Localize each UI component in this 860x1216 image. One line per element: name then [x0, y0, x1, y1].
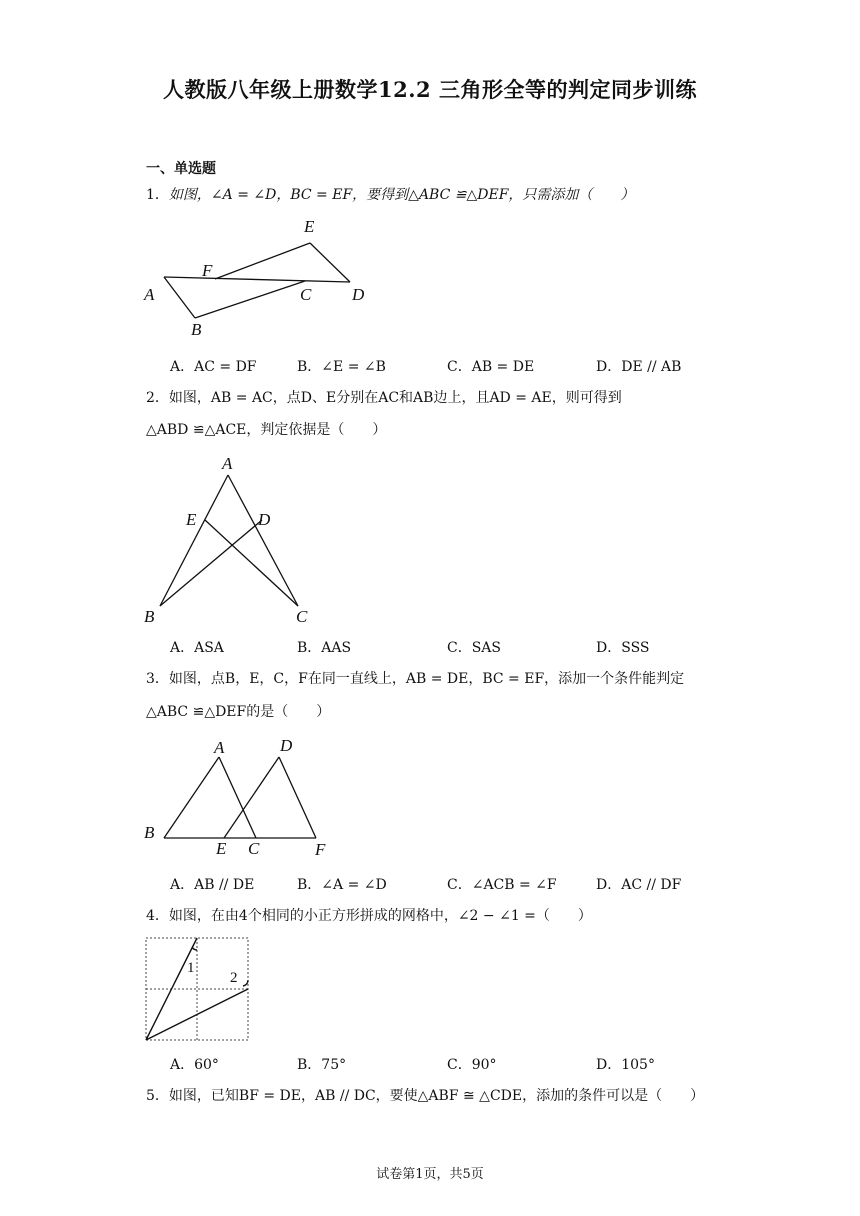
grid-outline	[146, 938, 248, 1040]
line-DF	[279, 757, 316, 838]
figure-q1	[140, 210, 380, 340]
label-E: E	[216, 839, 227, 858]
label-D: D	[258, 510, 271, 529]
segment-2	[146, 989, 248, 1040]
q3-option-a: A．AB // DE	[170, 877, 255, 893]
segment-1	[146, 938, 197, 1040]
line-FE	[215, 243, 310, 279]
line-BD	[160, 520, 262, 606]
label-C: C	[296, 607, 308, 626]
line-CE	[205, 520, 298, 606]
question-4	[146, 906, 592, 926]
label-E: E	[186, 510, 197, 529]
page-footer: 试卷第1页，共5页	[376, 1167, 484, 1182]
q3-option-c: C．∠ACB = ∠F	[447, 877, 557, 893]
question-3-line-2: △ABC ≌△DEF的是（ ）	[146, 704, 331, 720]
question-3	[146, 669, 684, 689]
label-F: F	[315, 840, 326, 859]
q2-option-d: D．SSS	[596, 640, 650, 656]
label-B: B	[144, 823, 155, 842]
question-text: 如图，∠A = ∠D，BC = EF，要得到△ABC ≌△DEF，只需添加（ ）	[168, 187, 635, 203]
question-1	[146, 185, 634, 205]
line-BC	[195, 281, 305, 318]
label-B: B	[144, 607, 155, 626]
q2-option-a: A．ASA	[170, 640, 224, 656]
question-5	[146, 1086, 704, 1106]
q2-option-c: C．SAS	[447, 640, 502, 656]
line-AB	[164, 277, 195, 318]
question-text: 如图，点B，E，C，F在同一直线上，AB = DE，BC = EF，添加一个条件能判定	[168, 671, 685, 687]
question-number: 3．	[146, 671, 169, 687]
figure-q3	[140, 733, 360, 863]
q4-option-b: B．75°	[297, 1057, 347, 1073]
label-A: A	[222, 454, 233, 473]
line-AC	[219, 757, 256, 838]
question-number: 5．	[146, 1088, 169, 1104]
question-text: 如图，已知BF = DE，AB // DC，要使△ABF ≅ △CDE，添加的条件可以是（ ）	[168, 1088, 705, 1104]
figure-q4-grid	[140, 932, 260, 1047]
label-E: E	[304, 217, 315, 236]
q1-option-a: A．AC = DF	[170, 359, 257, 375]
label-B: B	[191, 320, 202, 339]
page-title: 人教版八年级上册数学12.2 三角形全等的判定同步训练	[163, 77, 697, 102]
label-C: C	[248, 839, 260, 858]
question-2	[146, 388, 622, 408]
q1-option-b: B．∠E = ∠B	[297, 359, 386, 375]
q3-option-d: D．AC // DF	[596, 877, 682, 893]
angle-1-arc	[192, 947, 197, 950]
label-C: C	[300, 285, 312, 304]
question-number: 4．	[146, 908, 169, 924]
question-text: 如图，在由4个相同的小正方形拼成的网格中，∠2 − ∠1 =（ ）	[168, 908, 592, 924]
line-AD	[164, 277, 350, 282]
label-A: A	[214, 738, 225, 757]
label-D: D	[352, 285, 365, 304]
line-AB	[164, 757, 219, 838]
q4-option-c: C．90°	[447, 1057, 497, 1073]
question-2-line-2: △ABD ≌△ACE，判定依据是（ ）	[146, 422, 387, 438]
q1-option-d: D．DE // AB	[596, 359, 682, 375]
line-AB	[160, 475, 228, 606]
question-number: 1．	[146, 187, 169, 203]
q3-option-b: B．∠A = ∠D	[297, 877, 387, 893]
q2-option-b: B．AAS	[297, 640, 352, 656]
question-text: 如图，AB = AC，点D、E分别在AC和AB边上，且AD = AE，则可得到	[168, 390, 622, 406]
section-heading: 一、单选题	[146, 161, 216, 177]
label-F: F	[202, 261, 213, 280]
line-ED	[310, 243, 350, 282]
q4-option-a: A．60°	[170, 1057, 219, 1073]
q1-option-c: C．AB = DE	[447, 359, 535, 375]
label-D: D	[280, 736, 293, 755]
line-DE	[224, 757, 279, 838]
question-number: 2．	[146, 390, 169, 406]
angle-2-label: 2	[230, 970, 238, 986]
angle-2-arc	[243, 980, 248, 986]
figure-q2	[140, 450, 340, 630]
q4-option-d: D．105°	[596, 1057, 655, 1073]
label-A: A	[144, 285, 155, 304]
angle-1-label: 1	[187, 960, 195, 976]
